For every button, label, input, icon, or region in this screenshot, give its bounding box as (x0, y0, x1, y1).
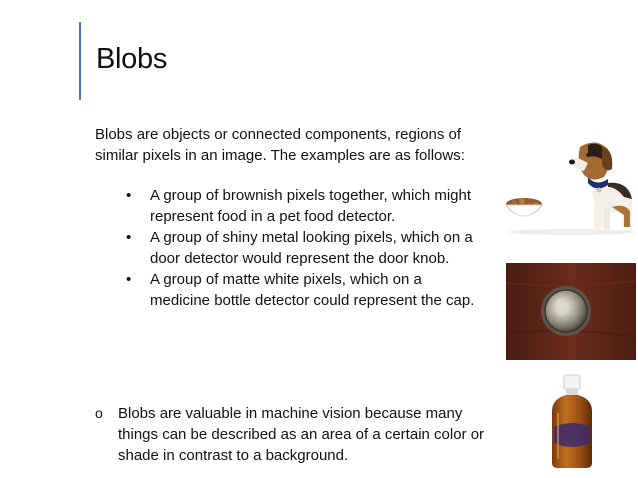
list-item-text: A group of matte white pixels, which on a medicine bottle detector could represent the cap. (150, 271, 475, 309)
example-list (95, 185, 495, 311)
list-item-text: A group of brownish pixels together, which might represent food in a pet food detector. (150, 187, 472, 225)
slide-title: Blobs (96, 43, 168, 75)
medicine-bottle-photo (540, 373, 604, 471)
summary-note-text: Blobs are valuable in machine vision because many things can be described as an area of a certain color or shade in contrast to a background. (118, 405, 485, 464)
list-item (95, 269, 485, 311)
door-knob-photo (506, 263, 636, 360)
list-item-text: A group of shiny metal looking pixels, which on a door detector would represent the door knob. (150, 229, 473, 267)
slide-body (95, 124, 495, 311)
title-accent-line (79, 22, 81, 100)
intro-paragraph: Blobs are objects or connected components, regions of similar pixels in an image. The examples are as follows: (95, 126, 465, 164)
circle-bullet-icon: o (95, 405, 103, 421)
summary-note (95, 403, 495, 466)
list-item (95, 185, 485, 227)
bullet-icon: • (126, 229, 132, 246)
bullet-icon: • (126, 271, 132, 288)
dog-and-food-bowl-photo (504, 135, 636, 235)
bullet-icon: • (126, 187, 132, 204)
list-item (95, 227, 485, 269)
